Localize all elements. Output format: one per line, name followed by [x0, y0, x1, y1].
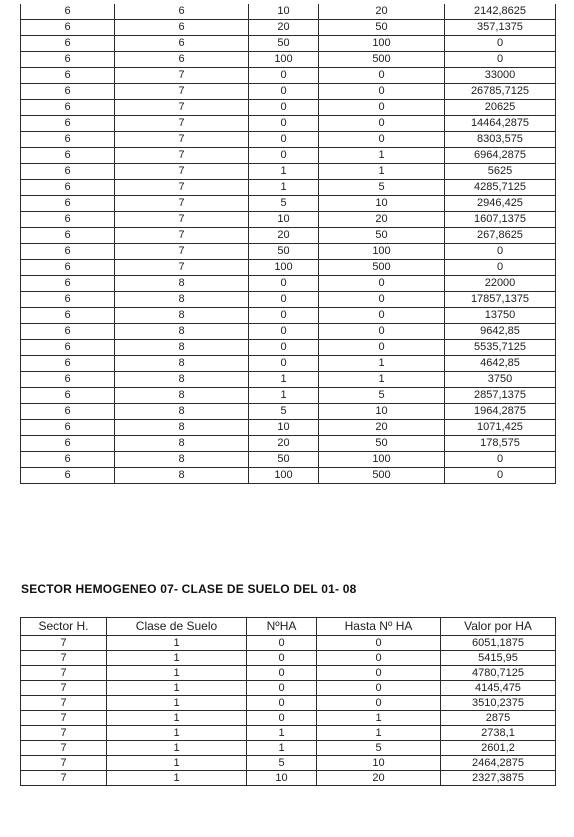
sector-cell: 6 — [21, 388, 115, 404]
hasta-num-ha-cell: 0 — [319, 132, 445, 148]
table-row — [21, 212, 556, 228]
hasta-num-ha-cell: 0 — [317, 636, 441, 651]
sector-cell: 6 — [21, 404, 115, 420]
table-row — [21, 340, 556, 356]
valor-por-ha-cell: 22000 — [445, 276, 556, 292]
num-ha-cell: 0 — [249, 100, 319, 116]
values-table-sector-7-body — [21, 636, 556, 786]
table-row — [21, 651, 556, 666]
sector-cell: 6 — [21, 52, 115, 68]
num-ha-cell: 5 — [249, 404, 319, 420]
clase-de-suelo-cell: 8 — [115, 420, 249, 436]
sector-cell: 6 — [21, 276, 115, 292]
hasta-num-ha-cell: 0 — [317, 651, 441, 666]
num-ha-cell: 0 — [247, 696, 317, 711]
clase-de-suelo-cell: 1 — [107, 666, 247, 681]
num-ha-cell: 10 — [249, 4, 319, 20]
num-ha-cell: 100 — [249, 468, 319, 484]
valor-por-ha-cell: 5415,95 — [441, 651, 556, 666]
table-row — [21, 666, 556, 681]
sector-cell: 6 — [21, 260, 115, 276]
sector-cell: 6 — [21, 196, 115, 212]
valor-por-ha-cell: 9642,85 — [445, 324, 556, 340]
sector-cell: 6 — [21, 452, 115, 468]
valor-por-ha-cell: 6051,1875 — [441, 636, 556, 651]
column-header-num-ha: NºHA — [247, 618, 317, 636]
section-title: SECTOR HEMOGENEO 07- CLASE DE SUELO DEL 01- 08 — [21, 582, 357, 596]
valor-por-ha-cell: 1607,1375 — [445, 212, 556, 228]
clase-de-suelo-cell: 8 — [115, 404, 249, 420]
clase-de-suelo-cell: 1 — [107, 681, 247, 696]
hasta-num-ha-cell: 5 — [317, 741, 441, 756]
num-ha-cell: 10 — [247, 771, 317, 786]
values-table-sector-7 — [20, 617, 556, 786]
hasta-num-ha-cell: 5 — [319, 180, 445, 196]
sector-cell: 7 — [21, 681, 107, 696]
sector-cell: 6 — [21, 340, 115, 356]
table-row — [21, 404, 556, 420]
sector-cell: 6 — [21, 68, 115, 84]
num-ha-cell: 0 — [249, 324, 319, 340]
valor-por-ha-cell: 267,8625 — [445, 228, 556, 244]
hasta-num-ha-cell: 1 — [319, 372, 445, 388]
num-ha-cell: 0 — [249, 276, 319, 292]
clase-de-suelo-cell: 7 — [115, 260, 249, 276]
valor-por-ha-cell: 0 — [445, 468, 556, 484]
sector-cell: 6 — [21, 164, 115, 180]
table-row — [21, 84, 556, 100]
sector-cell: 7 — [21, 636, 107, 651]
hasta-num-ha-cell: 100 — [319, 36, 445, 52]
clase-de-suelo-cell: 7 — [115, 180, 249, 196]
valor-por-ha-cell: 2601,2 — [441, 741, 556, 756]
sector-cell: 6 — [21, 308, 115, 324]
clase-de-suelo-cell: 8 — [115, 276, 249, 292]
clase-de-suelo-cell: 7 — [115, 244, 249, 260]
hasta-num-ha-cell: 20 — [319, 212, 445, 228]
clase-de-suelo-cell: 1 — [107, 636, 247, 651]
table-row — [21, 756, 556, 771]
num-ha-cell: 100 — [249, 52, 319, 68]
valor-por-ha-cell: 4780,7125 — [441, 666, 556, 681]
valor-por-ha-cell: 20625 — [445, 100, 556, 116]
table-row — [21, 260, 556, 276]
hasta-num-ha-cell: 50 — [319, 436, 445, 452]
clase-de-suelo-cell: 6 — [115, 20, 249, 36]
valor-por-ha-cell: 5625 — [445, 164, 556, 180]
sector-cell: 7 — [21, 651, 107, 666]
hasta-num-ha-cell: 0 — [317, 696, 441, 711]
num-ha-cell: 50 — [249, 452, 319, 468]
sector-cell: 6 — [21, 356, 115, 372]
sector-cell: 6 — [21, 180, 115, 196]
hasta-num-ha-cell: 20 — [317, 771, 441, 786]
num-ha-cell: 0 — [249, 148, 319, 164]
valor-por-ha-cell: 0 — [445, 244, 556, 260]
num-ha-cell: 0 — [247, 711, 317, 726]
hasta-num-ha-cell: 100 — [319, 452, 445, 468]
num-ha-cell: 20 — [249, 436, 319, 452]
hasta-num-ha-cell: 50 — [319, 20, 445, 36]
num-ha-cell: 50 — [249, 36, 319, 52]
num-ha-cell: 0 — [249, 292, 319, 308]
sector-cell: 7 — [21, 711, 107, 726]
valor-por-ha-cell: 178,575 — [445, 436, 556, 452]
hasta-num-ha-cell: 1 — [319, 164, 445, 180]
clase-de-suelo-cell: 7 — [115, 116, 249, 132]
clase-de-suelo-cell: 8 — [115, 388, 249, 404]
valor-por-ha-cell: 3750 — [445, 372, 556, 388]
table-row — [21, 180, 556, 196]
table-row — [21, 276, 556, 292]
clase-de-suelo-cell: 1 — [107, 756, 247, 771]
valor-por-ha-cell: 4642,85 — [445, 356, 556, 372]
table-row — [21, 68, 556, 84]
sector-cell: 6 — [21, 468, 115, 484]
hasta-num-ha-cell: 10 — [319, 196, 445, 212]
num-ha-cell: 0 — [247, 681, 317, 696]
sector-cell: 6 — [21, 228, 115, 244]
valor-por-ha-cell: 0 — [445, 52, 556, 68]
sector-cell: 6 — [21, 84, 115, 100]
valor-por-ha-cell: 2142,8625 — [445, 4, 556, 20]
valor-por-ha-cell: 6964,2875 — [445, 148, 556, 164]
sector-cell: 6 — [21, 4, 115, 20]
clase-de-suelo-cell: 8 — [115, 292, 249, 308]
clase-de-suelo-cell: 8 — [115, 468, 249, 484]
table-row — [21, 308, 556, 324]
table-row — [21, 388, 556, 404]
valor-por-ha-cell: 4285,7125 — [445, 180, 556, 196]
hasta-num-ha-cell: 1 — [319, 148, 445, 164]
sector-cell: 6 — [21, 20, 115, 36]
num-ha-cell: 0 — [249, 356, 319, 372]
num-ha-cell: 0 — [249, 340, 319, 356]
valor-por-ha-cell: 2464,2875 — [441, 756, 556, 771]
num-ha-cell: 0 — [249, 132, 319, 148]
clase-de-suelo-cell: 1 — [107, 696, 247, 711]
hasta-num-ha-cell: 500 — [319, 260, 445, 276]
hasta-num-ha-cell: 10 — [317, 756, 441, 771]
hasta-num-ha-cell: 0 — [319, 340, 445, 356]
table-row — [21, 452, 556, 468]
table-row — [21, 148, 556, 164]
valor-por-ha-cell: 2875 — [441, 711, 556, 726]
table-row — [21, 132, 556, 148]
clase-de-suelo-cell: 1 — [107, 711, 247, 726]
valor-por-ha-cell: 3510,2375 — [441, 696, 556, 711]
table-row — [21, 324, 556, 340]
sector-cell: 7 — [21, 696, 107, 711]
values-table-sector-6 — [20, 4, 556, 484]
clase-de-suelo-cell: 8 — [115, 308, 249, 324]
sector-cell: 7 — [21, 666, 107, 681]
sector-cell: 6 — [21, 36, 115, 52]
hasta-num-ha-cell: 0 — [319, 324, 445, 340]
table-row — [21, 372, 556, 388]
hasta-num-ha-cell: 1 — [317, 711, 441, 726]
table-row — [21, 4, 556, 20]
valor-por-ha-cell: 2738,1 — [441, 726, 556, 741]
valor-por-ha-cell: 8303,575 — [445, 132, 556, 148]
table-row — [21, 636, 556, 651]
valor-por-ha-cell: 13750 — [445, 308, 556, 324]
hasta-num-ha-cell: 10 — [319, 404, 445, 420]
table-row — [21, 36, 556, 52]
sector-cell: 6 — [21, 372, 115, 388]
valor-por-ha-cell: 4145,475 — [441, 681, 556, 696]
num-ha-cell: 0 — [249, 68, 319, 84]
num-ha-cell: 1 — [247, 726, 317, 741]
table-row — [21, 711, 556, 726]
table-row — [21, 468, 556, 484]
valor-por-ha-cell: 357,1375 — [445, 20, 556, 36]
valor-por-ha-cell: 14464,2875 — [445, 116, 556, 132]
clase-de-suelo-cell: 8 — [115, 436, 249, 452]
valor-por-ha-cell: 0 — [445, 260, 556, 276]
clase-de-suelo-cell: 6 — [115, 4, 249, 20]
sector-cell: 6 — [21, 244, 115, 260]
table-row — [21, 356, 556, 372]
num-ha-cell: 0 — [247, 666, 317, 681]
clase-de-suelo-cell: 8 — [115, 324, 249, 340]
valor-por-ha-cell: 0 — [445, 452, 556, 468]
hasta-num-ha-cell: 0 — [317, 666, 441, 681]
num-ha-cell: 0 — [249, 116, 319, 132]
clase-de-suelo-cell: 1 — [107, 651, 247, 666]
num-ha-cell: 50 — [249, 244, 319, 260]
sector-cell: 6 — [21, 436, 115, 452]
hasta-num-ha-cell: 20 — [319, 4, 445, 20]
valor-por-ha-cell: 1964,2875 — [445, 404, 556, 420]
table-row — [21, 100, 556, 116]
sector-cell: 7 — [21, 741, 107, 756]
num-ha-cell: 0 — [249, 308, 319, 324]
num-ha-cell: 5 — [249, 196, 319, 212]
num-ha-cell: 10 — [249, 212, 319, 228]
num-ha-cell: 5 — [247, 756, 317, 771]
hasta-num-ha-cell: 0 — [319, 116, 445, 132]
hasta-num-ha-cell: 0 — [319, 276, 445, 292]
table-row — [21, 420, 556, 436]
clase-de-suelo-cell: 7 — [115, 196, 249, 212]
clase-de-suelo-cell: 7 — [115, 132, 249, 148]
hasta-num-ha-cell: 50 — [319, 228, 445, 244]
clase-de-suelo-cell: 7 — [115, 164, 249, 180]
sector-cell: 6 — [21, 292, 115, 308]
num-ha-cell: 1 — [249, 164, 319, 180]
hasta-num-ha-cell: 0 — [319, 308, 445, 324]
num-ha-cell: 0 — [249, 84, 319, 100]
clase-de-suelo-cell: 8 — [115, 340, 249, 356]
clase-de-suelo-cell: 8 — [115, 356, 249, 372]
hasta-num-ha-cell: 500 — [319, 468, 445, 484]
clase-de-suelo-cell: 8 — [115, 372, 249, 388]
table-row — [21, 196, 556, 212]
clase-de-suelo-cell: 7 — [115, 68, 249, 84]
table-row — [21, 436, 556, 452]
hasta-num-ha-cell: 0 — [319, 84, 445, 100]
clase-de-suelo-cell: 6 — [115, 52, 249, 68]
sector-cell: 6 — [21, 324, 115, 340]
column-header-sector: Sector H. — [21, 618, 107, 636]
num-ha-cell: 100 — [249, 260, 319, 276]
clase-de-suelo-cell: 7 — [115, 228, 249, 244]
table-row — [21, 771, 556, 786]
hasta-num-ha-cell: 20 — [319, 420, 445, 436]
sector-cell: 7 — [21, 756, 107, 771]
valor-por-ha-cell: 26785,7125 — [445, 84, 556, 100]
clase-de-suelo-cell: 6 — [115, 36, 249, 52]
table-row — [21, 696, 556, 711]
hasta-num-ha-cell: 1 — [319, 356, 445, 372]
table-row — [21, 741, 556, 756]
table-header-row — [21, 618, 556, 636]
valor-por-ha-cell: 2857,1375 — [445, 388, 556, 404]
valor-por-ha-cell: 2327,3875 — [441, 771, 556, 786]
clase-de-suelo-cell: 1 — [107, 771, 247, 786]
table-row — [21, 164, 556, 180]
table-row — [21, 726, 556, 741]
hasta-num-ha-cell: 5 — [319, 388, 445, 404]
sector-cell: 6 — [21, 100, 115, 116]
num-ha-cell: 1 — [249, 372, 319, 388]
table-row — [21, 116, 556, 132]
column-header-hasta-num-ha: Hasta Nº HA — [317, 618, 441, 636]
sector-cell: 6 — [21, 420, 115, 436]
valor-por-ha-cell: 2946,425 — [445, 196, 556, 212]
valor-por-ha-cell: 33000 — [445, 68, 556, 84]
clase-de-suelo-cell: 7 — [115, 148, 249, 164]
sector-cell: 6 — [21, 148, 115, 164]
num-ha-cell: 1 — [247, 741, 317, 756]
sector-cell: 6 — [21, 132, 115, 148]
num-ha-cell: 1 — [249, 388, 319, 404]
table-row — [21, 52, 556, 68]
clase-de-suelo-cell: 7 — [115, 212, 249, 228]
clase-de-suelo-cell: 8 — [115, 452, 249, 468]
clase-de-suelo-cell: 1 — [107, 726, 247, 741]
valor-por-ha-cell: 1071,425 — [445, 420, 556, 436]
hasta-num-ha-cell: 0 — [317, 681, 441, 696]
valor-por-ha-cell: 17857,1375 — [445, 292, 556, 308]
sector-cell: 6 — [21, 116, 115, 132]
table-row — [21, 681, 556, 696]
hasta-num-ha-cell: 100 — [319, 244, 445, 260]
hasta-num-ha-cell: 500 — [319, 52, 445, 68]
sector-cell: 6 — [21, 212, 115, 228]
column-header-clase-de-suelo: Clase de Suelo — [107, 618, 247, 636]
valor-por-ha-cell: 0 — [445, 36, 556, 52]
hasta-num-ha-cell: 0 — [319, 68, 445, 84]
hasta-num-ha-cell: 1 — [317, 726, 441, 741]
clase-de-suelo-cell: 1 — [107, 741, 247, 756]
num-ha-cell: 0 — [247, 636, 317, 651]
sector-cell: 7 — [21, 771, 107, 786]
table-row — [21, 244, 556, 260]
valor-por-ha-cell: 5535,7125 — [445, 340, 556, 356]
num-ha-cell: 10 — [249, 420, 319, 436]
table-row — [21, 20, 556, 36]
clase-de-suelo-cell: 7 — [115, 84, 249, 100]
column-header-valor-por-ha: Valor por HA — [441, 618, 556, 636]
clase-de-suelo-cell: 7 — [115, 100, 249, 116]
num-ha-cell: 0 — [247, 651, 317, 666]
hasta-num-ha-cell: 0 — [319, 100, 445, 116]
hasta-num-ha-cell: 0 — [319, 292, 445, 308]
sector-cell: 7 — [21, 726, 107, 741]
num-ha-cell: 1 — [249, 180, 319, 196]
table-row — [21, 292, 556, 308]
values-table-sector-6-body — [21, 4, 556, 484]
num-ha-cell: 20 — [249, 228, 319, 244]
table-row — [21, 228, 556, 244]
num-ha-cell: 20 — [249, 20, 319, 36]
